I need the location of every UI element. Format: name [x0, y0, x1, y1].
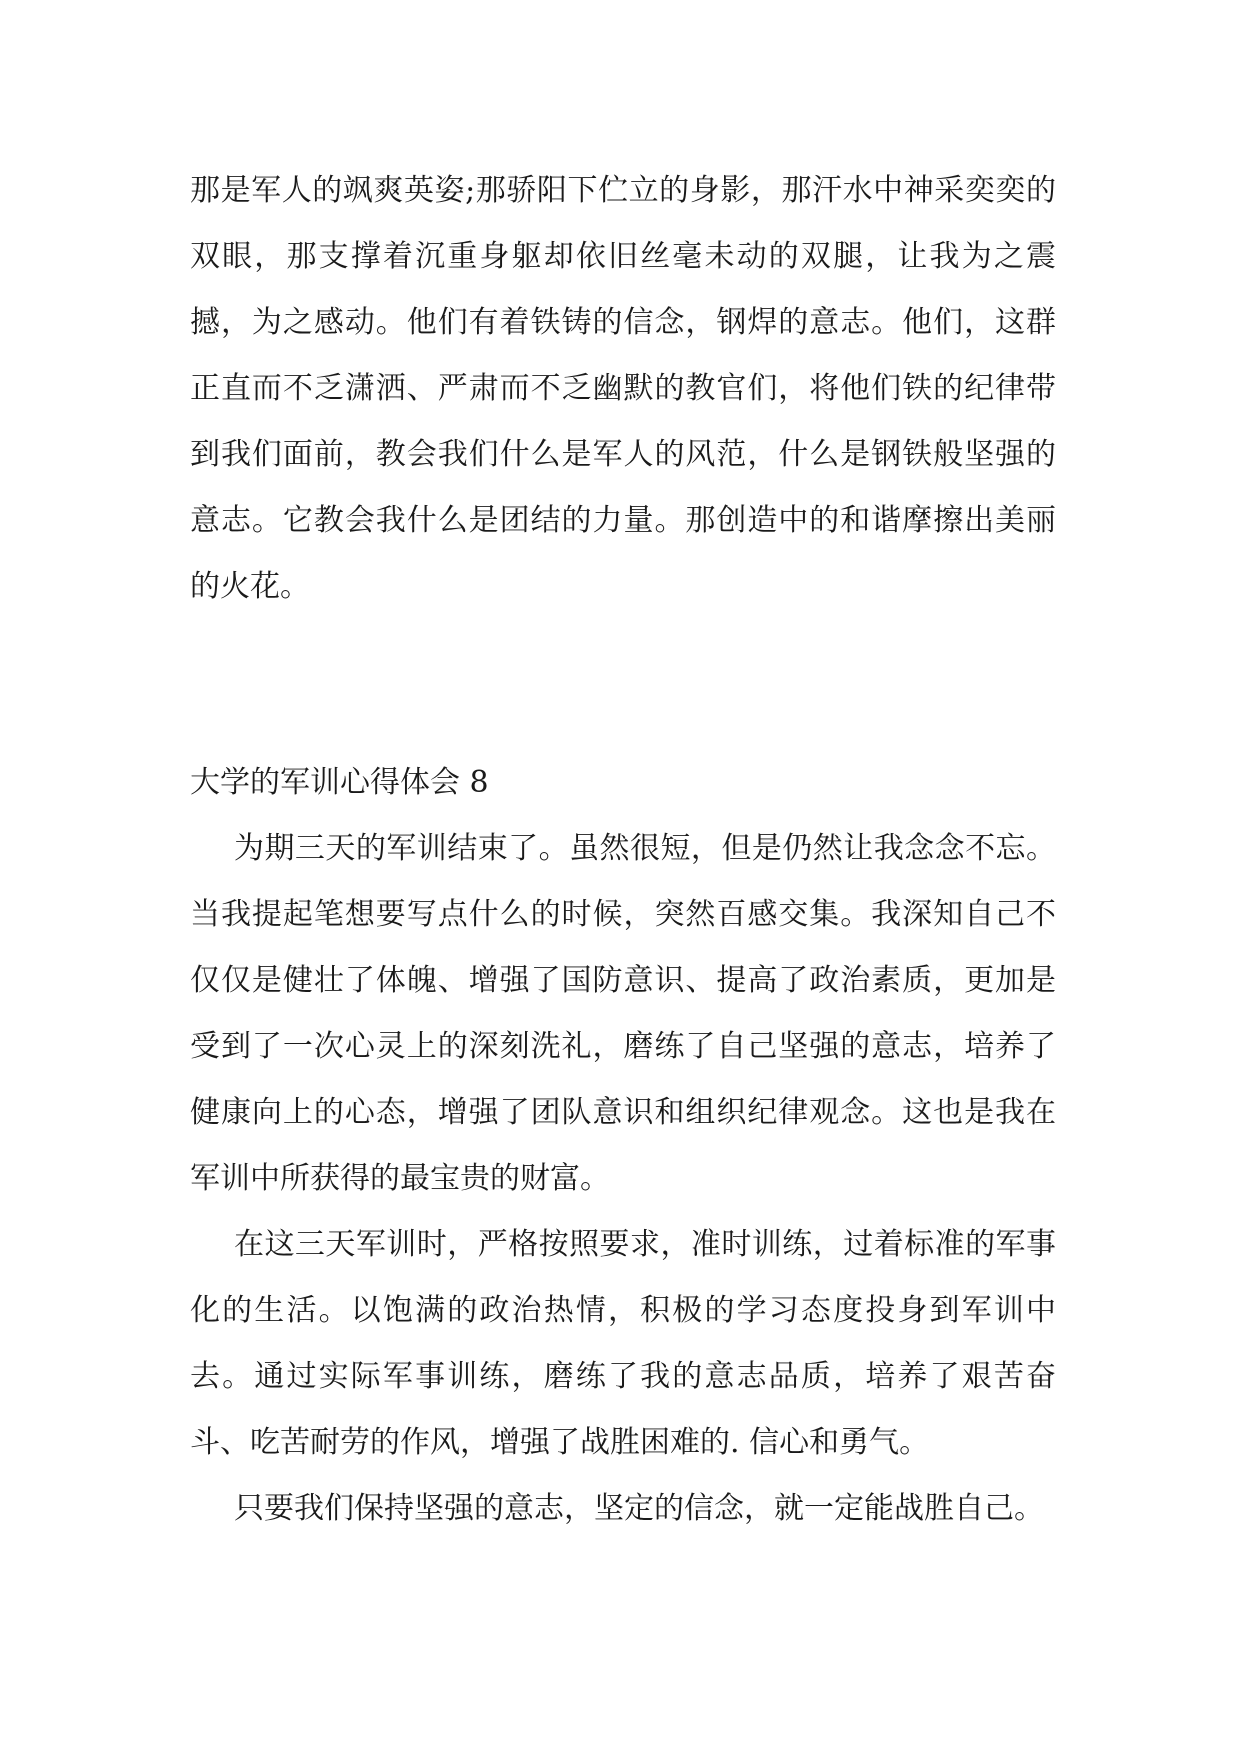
continued-paragraph: 那是军人的飒爽英姿;那骄阳下伫立的身影，那汗水中神采奕奕的双眼，那支撑着沉重身躯却依旧丝毫未动的双腿，让我为之震撼，为之感动。他们有着铁铸的信念，钢焊的意志。他们，这群正直而不乏潇洒、严肃而不乏幽默的教官们，将他们铁的纪律带到我们面前，教会我们什么是军人的风范，什么是钢铁般坚强的意志。它教会我什么是团结的力量。那创造中的和谐摩擦出美丽的火花。: [190, 173, 1056, 604]
body-paragraph-2: 在这三天军训时，严格按照要求，准时训练，过着标准的军事化的生活。以饱满的政治热情，积极的学习态度投身到军训中去。通过实际军事训练，磨练了我的意志品质，培养了艰苦奋斗、吃苦耐劳的作风，增强了战胜困难的. 信心和勇气。: [190, 1227, 1056, 1460]
section-title: 大学的军训心得体会 8: [190, 765, 489, 800]
body-paragraph-3: 只要我们保持坚强的意志，坚定的信念，就一定能战胜自己。: [234, 1491, 1044, 1526]
body-paragraph-1: 为期三天的军训结束了。虽然很短，但是仍然让我念念不忘。当我提起笔想要写点什么的时候，突然百感交集。我深知自己不仅仅是健壮了体魄、增强了国防意识、提高了政治素质，更加是受到了一次心灵上的深刻洗礼，磨练了自己坚强的意志，培养了健康向上的心态，增强了团队意识和组织纪律观念。这也是我在军训中所获得的最宝贵的财富。: [190, 831, 1056, 1196]
document-body: [190, 158, 1056, 1542]
